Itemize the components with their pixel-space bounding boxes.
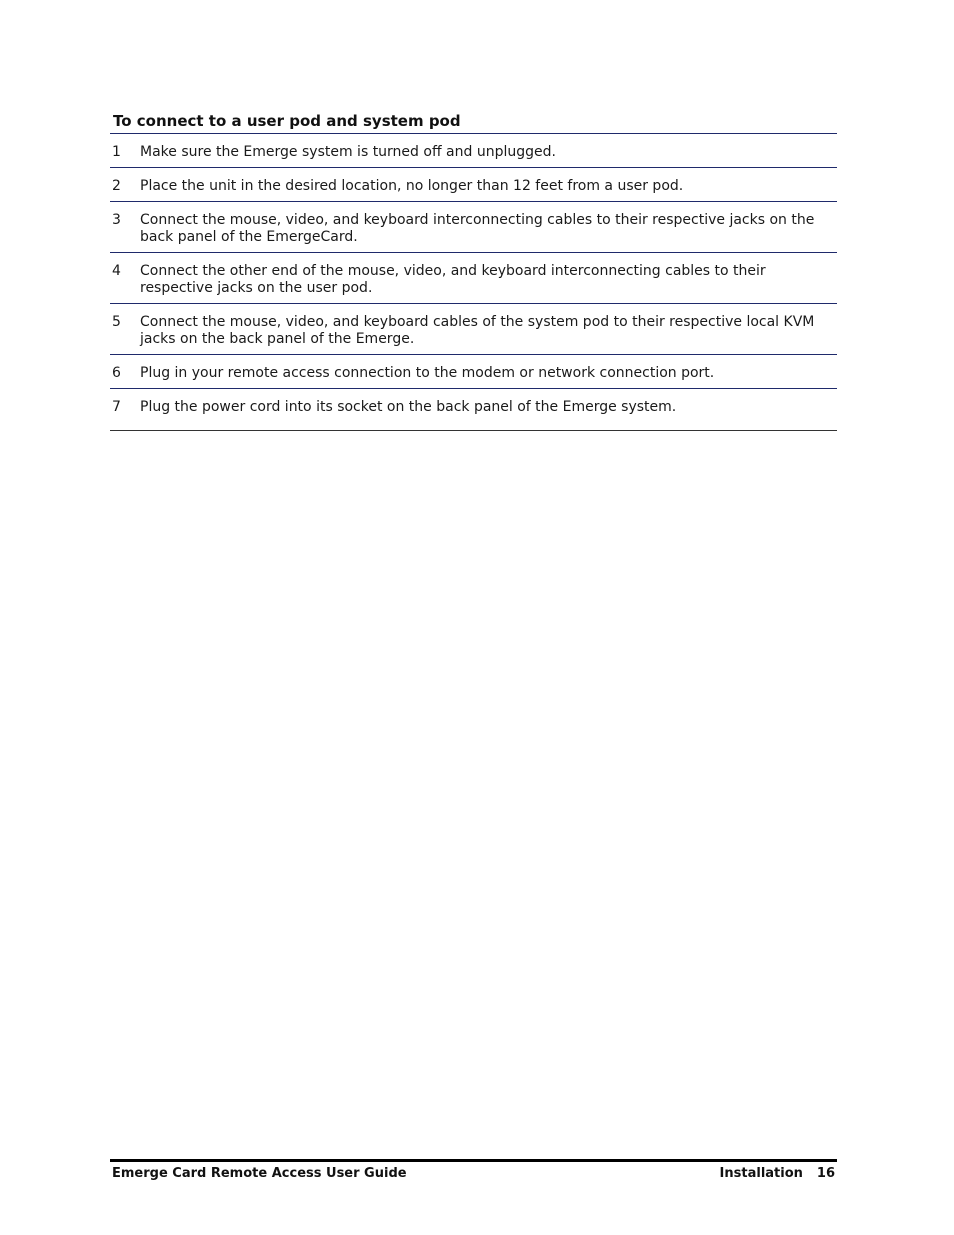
footer-page-number: 16 — [816, 1166, 835, 1181]
step-text: Connect the other end of the mouse, video, and keyboard interconnecting cables to their respective jacks on the user pod. — [140, 263, 766, 296]
step-text: Connect the mouse, video, and keyboard cables of the system pod to their respective local KVM jacks on the back panel of the Emerge. — [140, 314, 815, 347]
step-row — [110, 168, 837, 202]
step-number: 5 — [112, 314, 121, 330]
footer-section-page — [720, 1166, 837, 1181]
step-text: Connect the mouse, video, and keyboard interconnecting cables to their respective jacks on the back panel of the EmergeCard. — [140, 212, 815, 245]
step-number: 6 — [112, 365, 121, 381]
step-row — [110, 253, 837, 304]
step-text: Make sure the Emerge system is turned off and unplugged. — [140, 144, 556, 160]
step-row — [110, 202, 837, 253]
page-footer — [110, 1159, 837, 1181]
step-list — [110, 133, 837, 431]
footer-doc-title: Emerge Card Remote Access User Guide — [112, 1166, 407, 1181]
step-text: Plug in your remote access connection to the modem or network connection port. — [140, 365, 715, 381]
step-row — [110, 355, 837, 389]
step-number: 2 — [112, 178, 121, 194]
step-row — [110, 304, 837, 355]
step-text: Plug the power cord into its socket on the back panel of the Emerge system. — [140, 399, 677, 415]
footer-section: Installation — [719, 1166, 803, 1181]
step-number: 3 — [112, 212, 121, 228]
procedure — [110, 112, 837, 431]
step-text: Place the unit in the desired location, no longer than 12 feet from a user pod. — [140, 178, 684, 194]
step-row — [110, 134, 837, 168]
step-number: 1 — [112, 144, 121, 160]
step-number: 7 — [112, 399, 121, 415]
step-number: 4 — [112, 263, 121, 279]
step-row — [110, 389, 837, 431]
procedure-title: To connect to a user pod and system pod — [113, 112, 461, 130]
